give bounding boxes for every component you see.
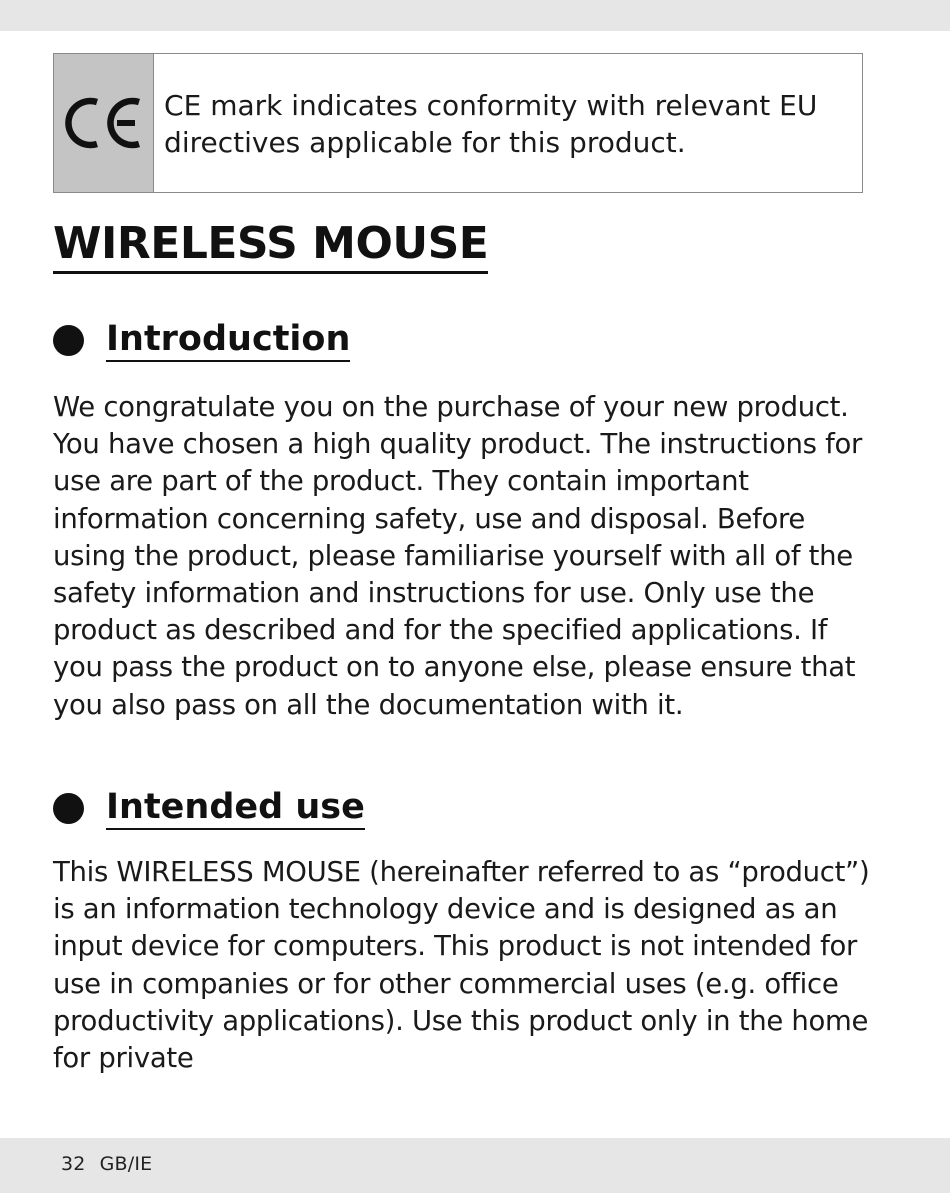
ce-mark-icon [63,94,145,152]
intended-use-paragraph: This WIRELESS MOUSE (hereinafter referred to as “product”) is an information technology device and is designed as an input device for computers. This product is not intended for use in companies or for other commercial uses (e.g. office productivity applications). Use this product only in the home for private [53,856,870,1075]
bullet-icon [53,793,84,824]
ce-notice-text: CE mark indicates conformity with relevant EU directives applicable for this product. [164,89,818,159]
ce-notice-box [53,53,863,193]
section-title: Introduction [106,318,350,362]
introduction-paragraph: We congratulate you on the purchase of your new product. You have chosen a high quality product. The instructions for use are part of the product. They contain important information concerning safety, use and disposal. Before using the product, please familiarise yourself with all of the safety information and instructions for use. Only use the product as described and for the specified applications. If you pass the product on to anyone else, please ensure that you also pass on all the documentation with it. [53,391,862,721]
locale-label: GB/IE [99,1153,153,1175]
document-title: WIRELESS MOUSE [53,219,488,274]
section-title: Intended use [106,786,365,830]
top-margin-band [0,0,950,31]
section-heading-intended-use [53,786,365,830]
bullet-icon [53,325,84,356]
page-footer [61,1153,152,1175]
section-heading-introduction [53,318,350,362]
ce-mark-cell [54,54,154,192]
page-number: 32 [61,1153,86,1175]
